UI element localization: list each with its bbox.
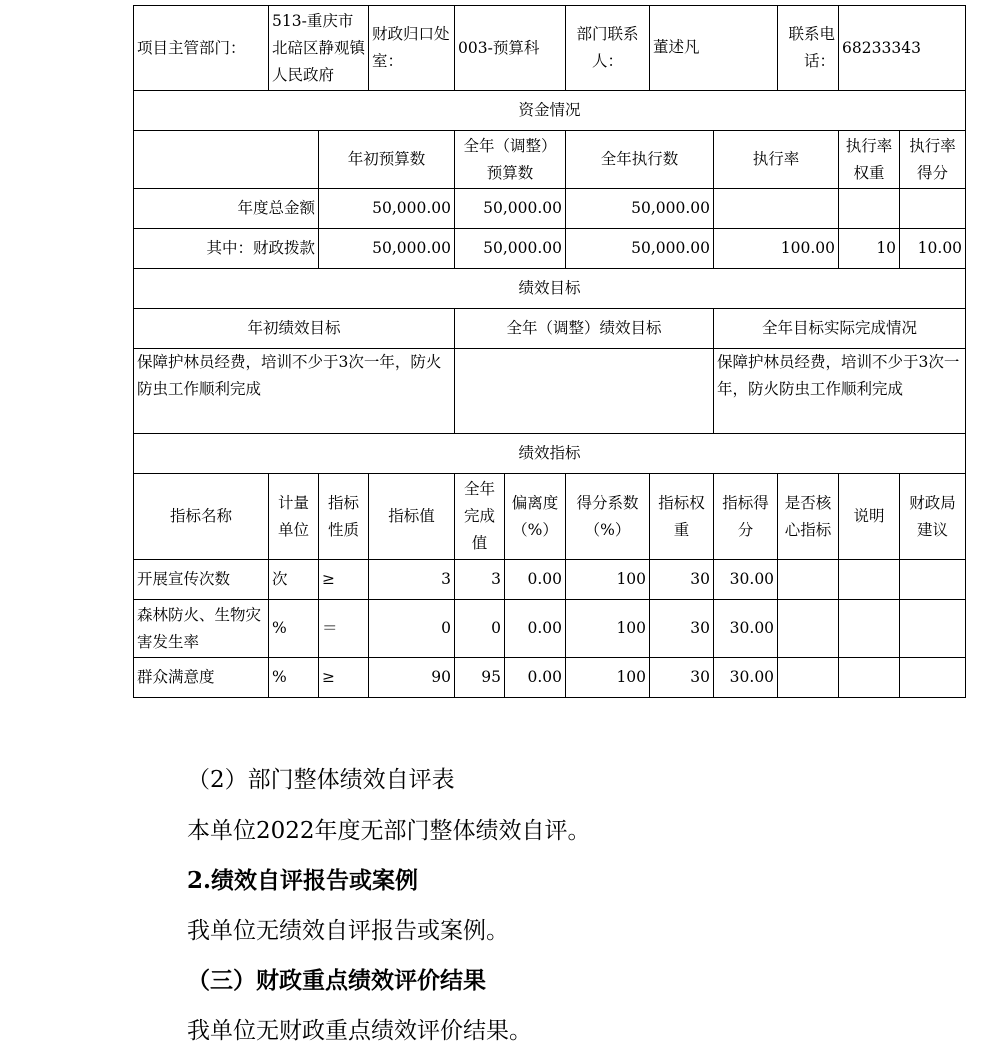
indicator-col-header: 指标名称 (134, 474, 269, 560)
indicator-score: 30.00 (714, 600, 778, 658)
funds-col-weight: 执行率权重 (839, 131, 900, 189)
indicator-col-header: 计量单位 (269, 474, 319, 560)
contact-value: 董述凡 (650, 6, 778, 91)
indicator-unit: 次 (269, 560, 319, 600)
indicator-core (778, 658, 839, 698)
funds-col-score: 执行率得分 (900, 131, 966, 189)
indicator-note (839, 560, 900, 600)
funds-row-label: 年度总金额 (134, 189, 319, 229)
indicator-note (839, 658, 900, 698)
indicator-name: 开展宣传次数 (134, 560, 269, 600)
indicator-unit: % (269, 658, 319, 698)
indicator-col-header: 指标权重 (650, 474, 714, 560)
paragraph-dept-self-eval-heading: （2）部门整体绩效自评表 (187, 767, 455, 793)
funds-col-adjusted: 全年（调整）预算数 (455, 131, 566, 189)
funds-rate: 100.00 (714, 229, 839, 269)
indicator-score: 30.00 (714, 560, 778, 600)
indicator-coef: 100 (566, 560, 650, 600)
indicator-advice (900, 600, 966, 658)
indicator-deviation: 0.00 (505, 600, 566, 658)
funds-weight: 10 (839, 229, 900, 269)
funds-row (134, 229, 966, 269)
performance-table (133, 5, 966, 698)
header-row (134, 6, 966, 91)
indicator-row (134, 658, 966, 698)
indicator-weight: 30 (650, 658, 714, 698)
goals-actual-text: 保障护林员经费，培训不少于3次一年，防火防虫工作顺利完成 (714, 349, 966, 434)
funds-initial: 50,000.00 (319, 229, 455, 269)
indicator-col-header: 偏离度（%） (505, 474, 566, 560)
funds-adjusted: 50,000.00 (455, 229, 566, 269)
goals-col-adjusted: 全年（调整）绩效目标 (455, 309, 714, 349)
indicator-nature: ≥ (319, 658, 369, 698)
dept-label: 项目主管部门： (134, 6, 269, 91)
indicator-weight: 30 (650, 600, 714, 658)
heading-self-eval-report: 2.绩效自评报告或案例 (187, 867, 419, 894)
funds-score: 10.00 (900, 229, 966, 269)
indicator-score: 30.00 (714, 658, 778, 698)
indicator-col-header: 是否核心指标 (778, 474, 839, 560)
indicator-actual: 3 (455, 560, 505, 600)
goals-section-title: 绩效目标 (134, 269, 966, 309)
indicator-nature: ≥ (319, 560, 369, 600)
indicator-col-header: 得分系数（%） (566, 474, 650, 560)
indicator-actual: 95 (455, 658, 505, 698)
indicator-target: 90 (369, 658, 455, 698)
contact-label: 部门联系人： (566, 6, 650, 91)
indicator-coef: 100 (566, 600, 650, 658)
indicator-target: 3 (369, 560, 455, 600)
funds-weight (839, 189, 900, 229)
indicator-note (839, 600, 900, 658)
paragraph-self-eval-report-text: 我单位无绩效自评报告或案例。 (187, 918, 509, 944)
indicator-unit: % (269, 600, 319, 658)
funds-header-row (134, 131, 966, 189)
indicator-col-header: 指标值 (369, 474, 455, 560)
indicator-target: 0 (369, 600, 455, 658)
indicator-row (134, 560, 966, 600)
funds-blank-header (134, 131, 319, 189)
phone-label: 联系电话： (778, 6, 839, 91)
indicator-core (778, 600, 839, 658)
goals-col-actual: 全年目标实际完成情况 (714, 309, 966, 349)
indicator-col-header: 指标得分 (714, 474, 778, 560)
indicator-col-header: 财政局建议 (900, 474, 966, 560)
indicator-actual: 0 (455, 600, 505, 658)
funds-rate (714, 189, 839, 229)
indicator-deviation: 0.00 (505, 658, 566, 698)
office-label: 财政归口处室： (369, 6, 455, 91)
funds-executed: 50,000.00 (566, 229, 714, 269)
indicator-core (778, 560, 839, 600)
funds-col-rate: 执行率 (714, 131, 839, 189)
goals-col-initial: 年初绩效目标 (134, 309, 455, 349)
funds-col-initial: 年初预算数 (319, 131, 455, 189)
funds-adjusted: 50,000.00 (455, 189, 566, 229)
funds-row (134, 189, 966, 229)
indicator-weight: 30 (650, 560, 714, 600)
funds-initial: 50,000.00 (319, 189, 455, 229)
indicator-deviation: 0.00 (505, 560, 566, 600)
goals-adjusted-text (455, 349, 714, 434)
heading-key-eval-results: （三）财政重点绩效评价结果 (187, 967, 486, 994)
funds-row-label: 其中：财政拨款 (134, 229, 319, 269)
goals-header-row (134, 309, 966, 349)
funds-section-title: 资金情况 (134, 91, 966, 131)
indicator-advice (900, 658, 966, 698)
indicator-coef: 100 (566, 658, 650, 698)
indicators-header-row (134, 474, 966, 560)
indicator-name: 森林防火、生物灾害发生率 (134, 600, 269, 658)
funds-col-executed: 全年执行数 (566, 131, 714, 189)
indicator-col-header: 指标性质 (319, 474, 369, 560)
dept-value: 513-重庆市北碚区静观镇人民政府 (269, 6, 369, 91)
paragraph-dept-self-eval-text: 本单位2022年度无部门整体绩效自评。 (187, 818, 591, 844)
funds-executed: 50,000.00 (566, 189, 714, 229)
paragraph-key-eval-results-text: 我单位无财政重点绩效评价结果。 (187, 1018, 532, 1044)
indicator-name: 群众满意度 (134, 658, 269, 698)
goals-content-row (134, 349, 966, 434)
phone-value: 68233343 (839, 6, 966, 91)
indicator-row (134, 600, 966, 658)
indicator-col-header: 全年完成值 (455, 474, 505, 560)
indicator-nature: ＝ (319, 600, 369, 658)
indicator-advice (900, 560, 966, 600)
office-value: 003-预算科 (455, 6, 566, 91)
funds-score (900, 189, 966, 229)
indicator-col-header: 说明 (839, 474, 900, 560)
indicators-section-title: 绩效指标 (134, 434, 966, 474)
goals-initial-text: 保障护林员经费，培训不少于3次一年，防火防虫工作顺利完成 (134, 349, 455, 434)
